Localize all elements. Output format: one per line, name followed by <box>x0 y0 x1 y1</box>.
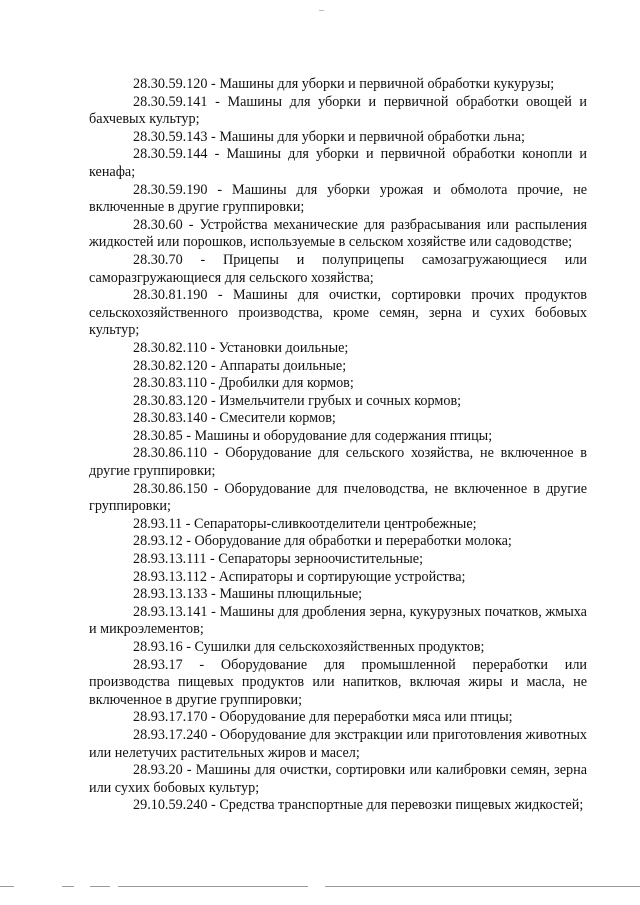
list-item <box>89 287 587 340</box>
item-separator: - <box>207 603 220 620</box>
item-separator: - <box>207 146 227 163</box>
item-separator: - <box>207 93 228 110</box>
item-code: 28.30.59.141 <box>133 93 208 110</box>
list-item <box>89 481 587 516</box>
scan-artifact-top <box>319 10 324 11</box>
list-item <box>89 146 587 181</box>
item-code: 28.93.13.141 <box>133 603 208 620</box>
item-description: Машины и оборудование для содержания птицы; <box>194 427 493 444</box>
classifier-code-list <box>89 76 587 815</box>
item-code: 28.30.82.120 <box>133 357 208 374</box>
item-separator: - <box>182 656 221 673</box>
item-description: Измельчители грубых и сочных кормов; <box>219 392 462 409</box>
list-item <box>89 797 587 815</box>
item-description: Оборудование для переработки мяса или птицы; <box>219 709 513 726</box>
item-description: Оборудование для обработки и переработки молока; <box>194 533 512 550</box>
list-item <box>89 393 587 411</box>
item-description: Сепараторы-сливкоотделители центробежные; <box>193 515 477 532</box>
item-separator: - <box>207 709 220 726</box>
item-separator: - <box>207 287 233 304</box>
item-description: Аспираторы и сортирующие устройства; <box>218 568 466 585</box>
list-item <box>89 569 587 587</box>
list-item <box>89 182 587 217</box>
item-separator: - <box>182 515 194 532</box>
item-separator: - <box>182 762 196 779</box>
item-separator: - <box>182 533 195 550</box>
item-code: 28.30.83.140 <box>133 410 208 427</box>
item-code: 28.30.81.190 <box>133 287 208 304</box>
list-item <box>89 428 587 446</box>
scan-edge-line <box>0 886 14 887</box>
item-separator: - <box>207 480 225 497</box>
item-description: Машины плющильные; <box>219 586 363 603</box>
list-item <box>89 657 587 710</box>
item-code: 28.93.17 <box>133 656 183 673</box>
item-description: Установки доильные; <box>218 339 349 356</box>
item-separator: - <box>182 427 195 444</box>
item-separator: - <box>206 445 226 462</box>
list-item <box>89 639 587 657</box>
item-description: Машины для дробления зерна, кукурузных початков, жмыха и микроэлементов; <box>89 603 587 638</box>
item-separator: - <box>207 410 220 427</box>
list-item <box>89 586 587 604</box>
item-description: Машины для уборки и первичной обработки льна; <box>219 128 525 145</box>
item-code: 28.93.13.112 <box>133 568 207 585</box>
item-code: 28.30.86.150 <box>133 480 208 497</box>
list-item <box>89 516 587 534</box>
item-separator: - <box>182 216 200 233</box>
item-description: Средства транспортные для перевозки пищевых жидкостей; <box>219 797 584 814</box>
list-item <box>89 76 587 94</box>
item-description: Сушилки для сельскохозяйственных продуктов; <box>194 639 485 655</box>
item-description: Сепараторы зерноочистительные; <box>218 551 424 568</box>
item-description: Устройства механические для разбрасывания или распыления жидкостей или порошков, используемые в сельском хозяйстве или садоводстве; <box>89 216 587 251</box>
item-description: Оборудование для пчеловодства, не включенное в другие группировки; <box>89 480 587 515</box>
scan-edge-line <box>118 886 308 887</box>
list-item <box>89 533 587 551</box>
item-code: 28.30.83.120 <box>133 392 208 409</box>
item-code: 28.30.59.120 <box>133 76 208 92</box>
item-description: Аппараты доильные; <box>219 357 347 374</box>
item-separator: - <box>206 339 219 356</box>
item-separator: - <box>207 76 220 92</box>
item-separator: - <box>206 551 219 568</box>
item-code: 28.93.12 <box>133 533 183 550</box>
item-separator: - <box>207 357 220 374</box>
list-item <box>89 358 587 376</box>
item-code: 28.30.82.110 <box>133 339 207 356</box>
item-description: Смесители кормов; <box>219 410 336 427</box>
item-description: Оборудование для промышленной переработки или производства пищевых продуктов или напитков, включая жиры и масла, не включенное в другие группировки; <box>89 656 588 708</box>
list-item <box>89 762 587 797</box>
item-description: Оборудование для экстракции или приготовления животных или нелетучих растительных жиров и масел; <box>89 726 587 761</box>
item-separator: - <box>207 181 232 198</box>
item-code: 28.93.17.170 <box>133 709 208 726</box>
list-item <box>89 604 587 639</box>
item-separator: - <box>207 797 220 814</box>
item-description: Машины для уборки и первичной обработки овощей и бахчевых культур; <box>89 93 587 128</box>
item-code: 28.30.59.144 <box>133 146 208 163</box>
item-description: Дробилки для кормов; <box>218 375 354 392</box>
item-description: Прицепы и полуприцепы самозагружающиеся или саморазгружающиеся для сельского хозяйства; <box>89 251 587 286</box>
item-code: 28.93.20 <box>133 762 183 779</box>
item-separator: - <box>182 251 223 268</box>
item-separator: - <box>207 128 220 145</box>
list-item <box>89 410 587 428</box>
list-item <box>89 727 587 762</box>
item-description: Машины для очистки, сортировки прочих продуктов сельскохозяйственного производства, кроме семян, зерна и сухих бобовых культур; <box>89 287 587 339</box>
item-description: Машины для очистки, сортировки или калибровки семян, зерна или сухих бобовых культур; <box>89 762 587 796</box>
item-code: 28.93.17.240 <box>133 726 208 743</box>
list-item <box>89 445 587 480</box>
item-code: 28.30.86.110 <box>133 445 207 462</box>
list-item <box>89 551 587 569</box>
item-separator: - <box>207 392 220 409</box>
item-code: 28.30.59.143 <box>133 128 208 145</box>
list-item <box>89 709 587 727</box>
list-item <box>89 94 587 129</box>
scan-edge-line <box>90 886 110 887</box>
scan-edge-line <box>62 886 74 887</box>
item-description: Машины для уборки и первичной обработки конопли и кенафа; <box>89 146 587 180</box>
item-description: Оборудование для сельского хозяйства, не включенное в другие группировки; <box>89 445 587 480</box>
list-item <box>89 129 587 147</box>
item-code: 28.30.59.190 <box>133 181 208 198</box>
item-separator: - <box>207 586 220 603</box>
item-code: 28.30.60 <box>133 216 183 233</box>
list-item <box>89 375 587 393</box>
item-code: 28.30.85 <box>133 427 183 444</box>
scan-edge-line <box>325 886 640 887</box>
item-description: Машины для уборки и первичной обработки кукурузы; <box>219 76 555 92</box>
item-separator: - <box>182 639 195 655</box>
item-code: 28.30.83.110 <box>133 375 207 392</box>
list-item <box>89 217 587 252</box>
item-code: 28.93.13.133 <box>133 586 208 603</box>
item-code: 29.10.59.240 <box>133 797 208 814</box>
item-separator: - <box>207 726 220 743</box>
item-description: Машины для уборки урожая и обмолота прочие, не включенные в другие группировки; <box>89 181 587 216</box>
list-item <box>89 340 587 358</box>
item-code: 28.30.70 <box>133 251 183 268</box>
item-separator: - <box>206 568 219 585</box>
item-separator: - <box>206 375 219 392</box>
item-code: 28.93.16 <box>133 639 183 655</box>
item-code: 28.93.11 <box>133 515 183 532</box>
item-code: 28.93.13.111 <box>133 551 207 568</box>
list-item <box>89 252 587 287</box>
